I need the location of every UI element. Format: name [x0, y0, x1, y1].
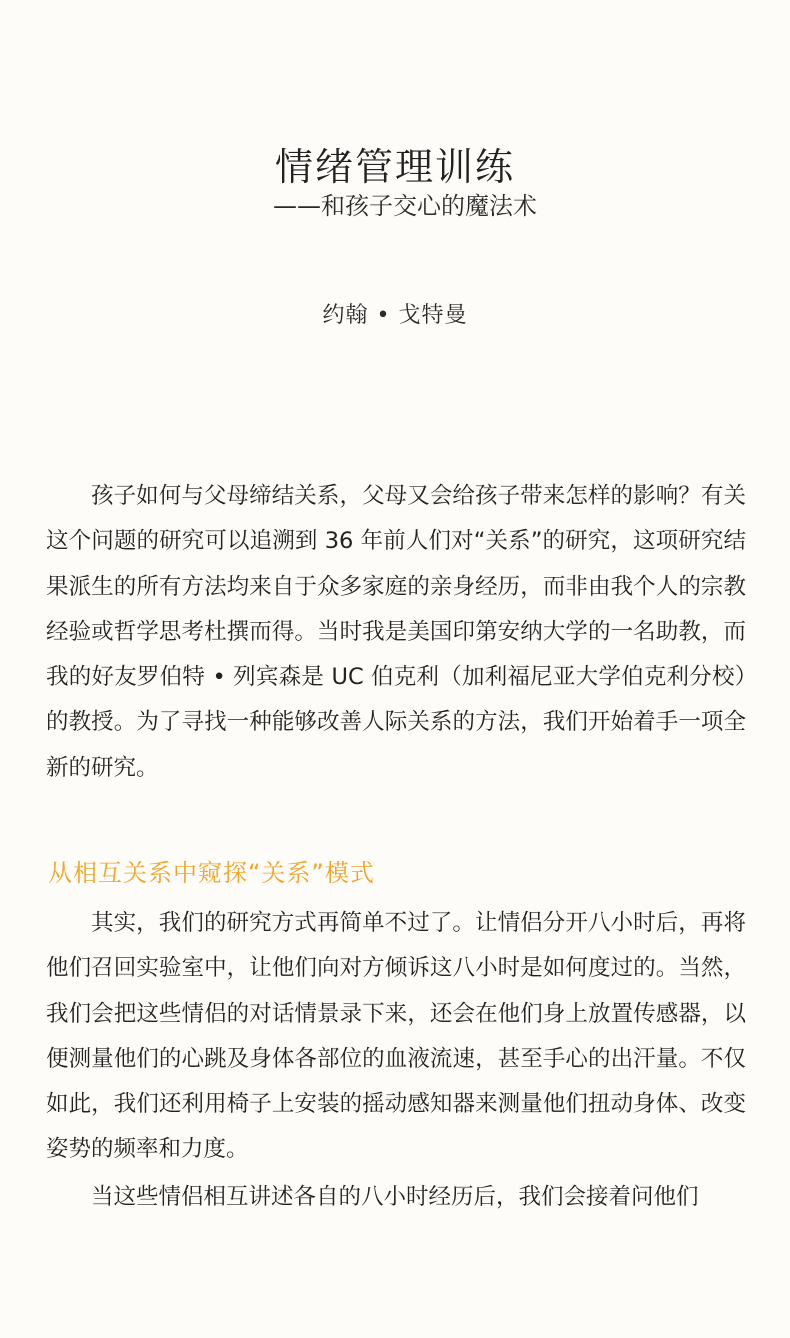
author-name: 约翰 • 戈特曼 — [322, 303, 468, 328]
chapter-title: 情绪管理训练 — [274, 145, 515, 189]
chapter-subtitle: ——和孩子交心的魔法术 — [273, 192, 537, 220]
paragraph-text: 孩子如何与父母缔结关系，父母又会给孩子带来怎样的影响？有关这个问题的研究可以追溯到 36 年前人们对“关系”的研究，这项研究结果派生的所有方法均来自于众多家庭的亲身经历，而非由我个人的宗教经验或哲学思考杜撰而得。当时我是美国印第安纳大学的一名助教，而我的好友罗伯特 • 列宾森是 UC 伯克利（加利福尼亚大学伯克利分校）的教授。为了寻找一种能够改善人际关系的方法，我们开始着手一项全新的研究。 — [46, 483, 746, 781]
section-paragraph — [46, 901, 746, 1173]
paragraph-text: 当这些情侣相互讲述各自的八小时经历后，我们会接着问他们 — [91, 1184, 699, 1210]
intro-paragraph — [46, 474, 746, 791]
section-paragraph — [46, 1175, 746, 1220]
section-heading: 从相互关系中窥探“关系”模式 — [48, 859, 375, 887]
paragraph-text: 其实，我们的研究方式再简单不过了。让情侣分开八小时后，再将他们召回实验室中，让他们向对方倾诉这八小时是如何度过的。当然，我们会把这些情侣的对话情景录下来，还会在他们身上放置传感器，以便测量他们的心跳及身体各部位的血液流速，甚至手心的出汗量。不仅如此，我们还利用椅子上安装的摇动感知器来测量他们扭动身体、改变姿势的频率和力度。 — [46, 910, 746, 1163]
